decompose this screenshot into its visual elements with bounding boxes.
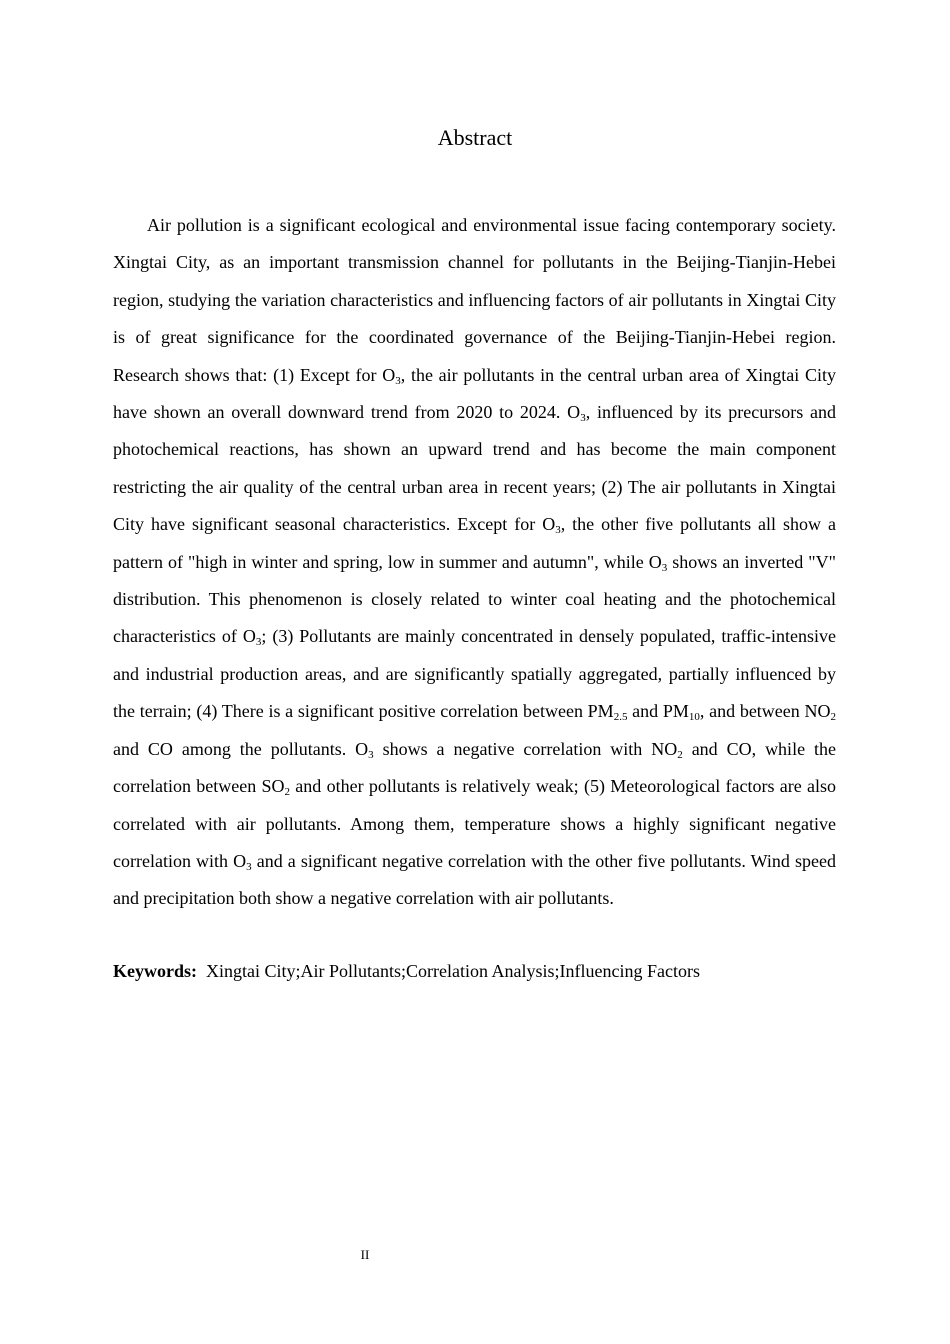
chemical-subscript: 2 (284, 786, 291, 799)
page-number: II (360, 1247, 370, 1262)
chemical-subscript: 2 (830, 711, 836, 724)
abstract-text-segment: and PM (627, 701, 689, 722)
abstract-text-segment: ; (3) Pollutants are mainly concentrated in densely populated, traffic-intensive and industrial production areas, and are significantly spatially aggregated, partially influenced by the terrain; (4) There is a significant positive correlation between PM (113, 626, 836, 722)
chemical-subscript: 10 (688, 711, 700, 724)
abstract-text-segment: and other pollutants is relatively weak; (5) Meteorological factors are also correlated with air pollutants. Among them, temperature shows a highly significant negative correlation with O (113, 776, 836, 871)
abstract-text-segment: Air pollution is a significant ecological and environmental issue facing contemporary society. Xingtai City, as an important transmission channel for pollutants in the Beijing-Tianjin-Hebei region, studying the variation characteristics and influencing factors of air pollutants in Xingtai City is of great significance for the coordinated governance of the Beijing-Tianjin-Hebei region. Research shows that: (1) Except for O (113, 215, 836, 385)
keywords-line (113, 956, 836, 986)
abstract-text-segment: and CO among the pollutants. O (113, 738, 369, 759)
chemical-subscript: 3 (368, 748, 374, 761)
chemical-subscript: 3 (255, 636, 262, 649)
keywords-label: Keywords: (113, 961, 197, 981)
abstract-text-segment: and a significant negative correlation with the other five pollutants. Wind speed and precipitation both show a negative correlation with air pollutants. (113, 850, 836, 909)
keywords-value: Xingtai City;Air Pollutants;Correlation Analysis;Influencing Factors (206, 961, 700, 981)
abstract-text-segment: shows an inverted "V" distribution. This phenomenon is closely related to winter coal heating and the photochemical characteristics of O (113, 551, 836, 647)
chemical-subscript: 3 (580, 412, 586, 425)
chemical-subscript: 3 (246, 860, 252, 873)
chemical-subscript: 2.5 (613, 711, 628, 724)
abstract-text-segment: , the air pollutants in the central urban area of Xingtai City have shown an overall downward trend from 2020 to 2024. O (113, 364, 836, 423)
chemical-subscript: 3 (555, 524, 561, 537)
abstract-text-segment: , influenced by its precursors and photochemical reactions, has shown an upward trend and has become the main component restricting the air quality of the central urban area in recent years; (2) The air pollutants in Xingtai City have significant seasonal characteristics. Except for O (113, 402, 837, 535)
abstract-text-segment: , and between NO (699, 701, 831, 722)
abstract-text-segment: , the other five pollutants all show a pattern of "high in winter and spring, low in summer and autumn", while O (113, 514, 836, 572)
chemical-subscript: 3 (661, 561, 668, 574)
abstract-title: Abstract (437, 125, 513, 150)
chemical-subscript: 3 (395, 374, 401, 387)
abstract-text-segment: and CO, while the correlation between SO (113, 738, 836, 797)
abstract-text-segment: shows a negative correlation with NO (373, 738, 678, 759)
abstract-paragraph (113, 207, 836, 918)
chemical-subscript: 2 (677, 748, 683, 761)
